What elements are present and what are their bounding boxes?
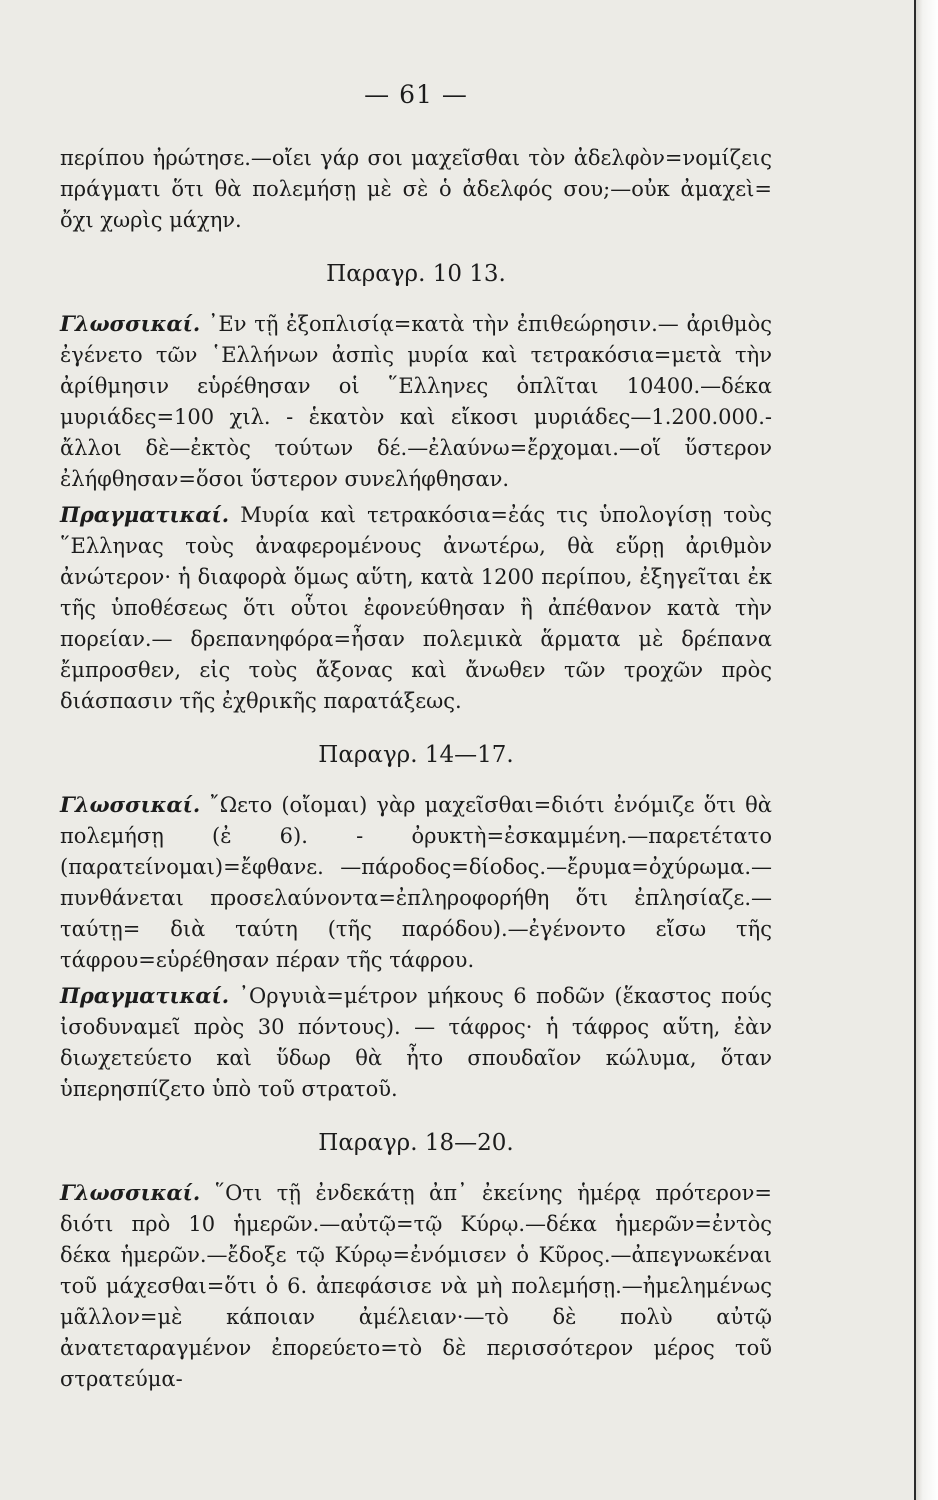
paragraph-label: Γλωσσικαί. — [60, 792, 201, 817]
section-heading-18-20: Παραγρ. 18—20. — [318, 1130, 514, 1156]
paragraph-label: Γλωσσικαί. — [60, 1180, 201, 1205]
page-edge — [914, 0, 938, 1500]
text-paragraph-6 — [60, 1177, 772, 1395]
paragraph-label: Πραγματικαί. — [60, 983, 230, 1008]
paragraph-text: ῞Οτι τῇ ἐνδεκάτῃ ἀπ᾽ ἐκείνης ἡμέρᾳ πρότερον= διότι πρὸ 10 ἡμερῶν.—αὐτῷ=τῷ Κύρῳ.—δέκα ἡμερῶν=ἐντὸς δέκα ἡμερῶν.—ἔδοξε τῷ Κύρῳ=ἐνόμισεν ὁ Κῦρος.—ἀπεγνωκέναι τοῦ μάχεσθαι=ὅτι ὁ 6. ἀπεφάσισε νὰ μὴ πολεμήσῃ.—ἠμελημένως μᾶλλον=μὲ κάποιαν ἀμέλειαν·—τὸ δὲ πολὺ αὐτῷ ἀνατεταραγμένον ἐπορεύετο=τὸ δὲ περισσότερον μέρος τοῦ στρατεύμα- — [60, 1181, 772, 1391]
page-number: — 61 — — [364, 80, 468, 109]
paragraph-text: Μυρία καὶ τετρακόσια=ἐάς τις ὑπολογίσῃ τοὺς ῞Ελληνας τοὺς ἀναφερομένους ἀνωτέρω, θὰ εὕρῃ ἀριθμὸν ἀνώτερον· ἡ διαφορὰ ὅμως αὕτη, κατὰ 1200 περίπου, ἐξηγεῖται ἐκ τῆς ὑποθέσεως ὅτι οὗτοι ἐφονεύθησαν ἢ ἀπέθανον κατὰ τὴν πορείαν.— δρεπανηφόρα=ἦσαν πολεμικὰ ἅρματα μὲ δρέπανα ἔμπροσθεν, εἰς τοὺς ἄξονας καὶ ἄνωθεν τῶν τροχῶν πρὸς διάσπασιν τῆς ἐχθρικῆς παρατάξεως. — [60, 503, 772, 713]
text-paragraph-2 — [60, 308, 772, 495]
text-paragraph-4 — [60, 789, 772, 976]
book-page — [60, 80, 772, 1395]
paragraph-label: Γλωσσικαί. — [60, 311, 201, 336]
paragraph-label: Πραγματικαί. — [60, 502, 230, 527]
paragraph-text: ᾽Οργυιὰ=μέτρον μήκους 6 ποδῶν (ἕκαστος πούς ἰσοδυναμεῖ πρὸς 30 πόντους). — τάφρος· ἡ τάφρος αὕτη, ἐὰν διωχετεύετο καὶ ὕδωρ θὰ ἦτο σπουδαῖον κώλυμα, ὅταν ὑπερησπίζετο ὑπὸ τοῦ στρατοῦ. — [60, 984, 772, 1101]
section-heading-14-17: Παραγρ. 14—17. — [318, 742, 514, 768]
text-paragraph-5 — [60, 980, 772, 1105]
text-paragraph-1 — [60, 143, 772, 236]
paragraph-text: περίπου ἠρώτησε.—οἴει γάρ σοι μαχεῖσθαι τὸν ἀδελφὸν=νομίζεις πράγματι ὅτι θὰ πολεμήσῃ μὲ σὲ ὁ ἀδελφός σου;—οὐκ ἀμαχεὶ= ὄχι χωρὶς μάχην. — [60, 146, 772, 232]
text-paragraph-3 — [60, 499, 772, 717]
paragraph-text: ᾽Εν τῇ ἐξοπλισίᾳ=κατὰ τὴν ἐπιθεώρησιν.— ἀριθμὸς ἐγένετο τῶν ῾Ελλήνων ἀσπὶς μυρία καὶ τετρακόσια=μετὰ τὴν ἀρίθμησιν εὑρέθησαν οἱ ῞Ελληνες ὁπλῖται 10400.—δέκα μυριάδες=100 χιλ. - ἑκατὸν καὶ εἴκοσι μυριάδες—1.200.000.- ἄλλοι δὲ—ἐκτὸς τούτων δέ.—ἐλαύνω=ἔρχομαι.—οἵ ὕστερον ἐλήφθησαν=ὅσοι ὕστερον συνελήφθησαν. — [60, 312, 772, 491]
paragraph-text: ῎Ωετο (οἴομαι) γὰρ μαχεῖσθαι=διότι ἐνόμιζε ὅτι θὰ πολεμήσῃ (ἐ 6). - ὀρυκτὴ=ἐσκαμμένη.—παρετέτατο (παρατείνομαι)=ἔφθανε. —πάροδος=δίοδος.—ἔρυμα=ὀχύρωμα.—πυνθάνεται προσελαύνοντα=ἐπληροφορήθη ὅτι ἐπλησίαζε.—ταύτῃ= διὰ ταύτη (τῆς παρόδου).—ἐγένοντο εἴσω τῆς τάφρου=εὑρέθησαν πέραν τῆς τάφρου. — [60, 793, 772, 972]
section-heading-10-13: Παραγρ. 10 13. — [326, 261, 506, 287]
